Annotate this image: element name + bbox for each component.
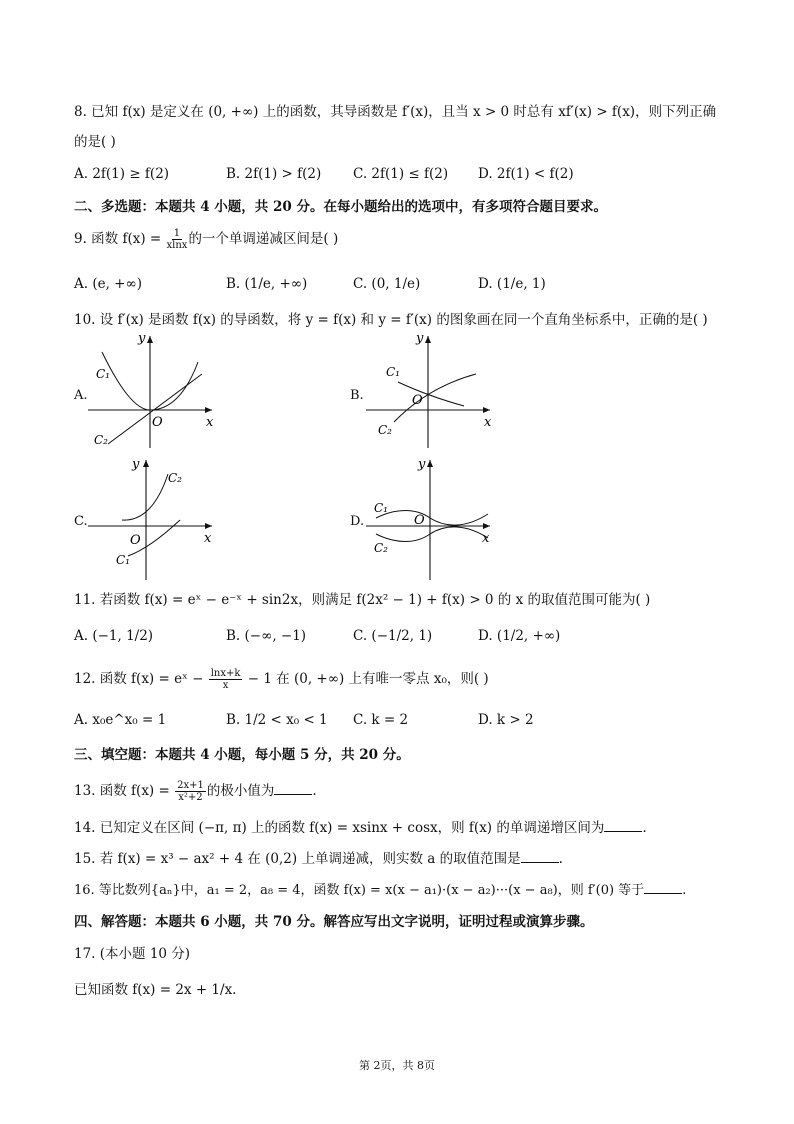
q14-stem: 14. 已知定义在区间 (−π, π) 上的函数 f(x) = xsinx + cosx，则 f(x) 的单调递增区间为 . (74, 820, 647, 836)
c2-label: C₂ (374, 541, 388, 555)
q11-stem: 11. 若函数 f(x) = eˣ − e⁻ˣ + sin2x，则满足 f(2x² − 1) + f(x) > 0 的 x 的取值范围可能为( ) (74, 592, 651, 608)
q9-option-c: C. (0, 1/e) (353, 276, 421, 292)
c1-label: C₁ (116, 553, 130, 567)
q12-option-c: C. k = 2 (353, 712, 409, 728)
q11-option-a: A. (−1, 1/2) (74, 628, 154, 644)
q10-graph-a-label: A. (74, 388, 88, 403)
q9-frac-den: xlnx (166, 240, 188, 251)
y-axis-arrow (143, 460, 149, 467)
c1-label: C₁ (96, 367, 110, 381)
q10-graph-c (88, 456, 218, 582)
x-axis-arrow (483, 407, 490, 413)
q10-graph-c-label: C. (74, 514, 88, 529)
q12-stem-suffix: − 1 在 (0, +∞) 上有唯一零点 x₀，则( ) (243, 671, 489, 687)
q9-stem (74, 228, 754, 251)
curve-c1 (398, 382, 464, 406)
q10-graph-b (366, 332, 496, 450)
q15-stem: 15. 若 f(x) = x³ − ax² + 4 在 (0,2) 上单调递减，则实数 a 的取值范围是 . (74, 851, 563, 867)
section-2-heading: 二、多选题：本题共 4 小题，共 20 分。在每小题给出的选项中，有多项符合题目要求。 (74, 199, 607, 215)
q9-frac-num: 1 (173, 228, 181, 239)
q11-option-d: D. (1/2, +∞) (478, 628, 561, 644)
c1-label: C₁ (374, 501, 388, 515)
q13-answer-blank[interactable] (274, 782, 312, 795)
curve-c2 (376, 527, 488, 542)
q13-stem: 13. 函数 f(x) = $\frac{2x+1}{\text{x²+2}}$ 的极小值为 . (74, 780, 317, 803)
q8-stem-line1: 8. 已知 f(x) 是定义在 (0, +∞) 上的函数，其导函数是 f′(x)，且当 x > 0 时总有 xf′(x) > f(x)，则下列正确 (74, 104, 717, 120)
y-axis-arrow (427, 460, 433, 467)
q9-option-b: B. (1/e, +∞) (226, 276, 308, 292)
origin-label: O (414, 513, 425, 528)
q15-text: 15. 若 f(x) = x³ − ax² + 4 在 (0,2) 上单调递减，则实数 a 的取值范围是 (74, 851, 521, 867)
q8-option-c: C. 2f(1) ≤ f(2) (353, 166, 449, 182)
q14-text: 14. 已知定义在区间 (−π, π) 上的函数 f(x) = xsinx + cosx，则 f(x) 的单调递增区间为 (74, 820, 605, 836)
q12-option-d: D. k > 2 (478, 712, 534, 728)
axis-y-label: y (416, 332, 424, 346)
q11-option-c: C. (−1/2, 1) (353, 628, 433, 644)
q12-frac-den: x (222, 680, 229, 691)
q9-option-d: D. (1/e, 1) (478, 276, 546, 292)
q10-graph-d (366, 456, 496, 582)
axis-x-label: x (204, 531, 212, 546)
origin-label: O (412, 393, 423, 408)
q16-answer-blank[interactable] (644, 881, 682, 894)
section-4-heading: 四、解答题：本题共 6 小题，共 70 分。解答应写出文字说明，证明过程或演算步骤。 (74, 914, 594, 930)
axis-x-label: x (484, 415, 492, 430)
q16-text: 16. 等比数列{aₙ}中，a₁ = 2，a₈ = 4，函数 f(x) = x(x − a₁)·(x − a₂)···(x − a₈)，则 f′(0) 等于 (74, 883, 645, 898)
q12-option-b: B. 1/2 < x₀ < 1 (226, 712, 328, 728)
q8-option-b: B. 2f(1) > f(2) (226, 166, 322, 182)
axis-y-label: y (132, 457, 140, 472)
x-axis-arrow (205, 523, 212, 529)
q12-stem-prefix: 12. 函数 f(x) = eˣ − (74, 671, 208, 687)
q12-option-a: A. x₀e^x₀ = 1 (74, 712, 167, 728)
q15-answer-blank[interactable] (521, 850, 559, 863)
q11-option-b: B. (−∞, −1) (226, 628, 307, 644)
q8-option-a: A. 2f(1) ≥ f(2) (74, 166, 170, 182)
q10-graph-b-label: B. (350, 388, 364, 403)
page-footer: 第 2页，共 8页 (359, 1059, 435, 1072)
axis-y-label: y (418, 457, 426, 472)
q10-graph-d-label: D. (350, 514, 365, 529)
curve-c2 (394, 374, 476, 422)
q13-frac-num: 2x+1 (177, 780, 204, 791)
c2-label: C₂ (378, 423, 392, 437)
q14-answer-blank[interactable] (604, 819, 642, 832)
axis-y-label: y (138, 332, 146, 346)
q13-fraction (175, 780, 206, 803)
q8-option-d: D. 2f(1) < f(2) (478, 166, 574, 182)
q9-option-a: A. (e, +∞) (74, 276, 142, 292)
origin-label: O (130, 533, 141, 548)
q17-stem: 已知函数 f(x) = 2x + 1/x. (74, 982, 237, 998)
q17-title: 17. (本小题 10 分) (74, 946, 191, 962)
c1-label: C₁ (386, 365, 400, 379)
axis-x-label: x (482, 531, 490, 546)
q9-fraction (167, 228, 188, 251)
q10-graph-a (88, 332, 218, 450)
q13-frac-den: x²+2 (178, 792, 203, 803)
curve-c1 (376, 511, 488, 526)
axis-x-label: x (206, 415, 214, 430)
y-axis-arrow (147, 336, 153, 343)
y-axis-arrow (425, 336, 431, 343)
curve-c2 (122, 474, 168, 520)
q12-stem (74, 668, 754, 691)
x-axis-arrow (205, 407, 212, 413)
q12-fraction (209, 668, 243, 691)
q12-frac-num: lnx+k (210, 668, 241, 679)
origin-label: O (152, 415, 163, 430)
q13-stem-prefix: 13. 函数 f(x) = (74, 783, 175, 799)
q10-stem: 10. 设 f′(x) 是函数 f(x) 的导函数，将 y = f(x) 和 y = f′(x) 的图象画在同一个直角坐标系中，正确的是( ) (74, 312, 708, 328)
q9-stem-prefix: 9. 函数 f(x) = (74, 231, 166, 247)
q16-stem: 16. 等比数列{aₙ}中，a₁ = 2，a₈ = 4，函数 f(x) = x(x − a₁)·(x − a₂)···(x − a₈)，则 f′(0) 等于 . (74, 883, 687, 898)
c2-label: C₂ (94, 433, 108, 447)
x-axis-arrow (483, 523, 490, 529)
c2-label: C₂ (168, 471, 182, 485)
q9-stem-suffix: 的一个单调递减区间是( ) (188, 231, 339, 247)
q8-stem-line2: 的是( ) (74, 134, 116, 150)
section-3-heading: 三、填空题：本题共 4 小题，每小题 5 分，共 20 分。 (74, 747, 410, 763)
q13-stem-suffix: 的极小值为 (206, 783, 275, 799)
curve-c2 (108, 374, 202, 444)
